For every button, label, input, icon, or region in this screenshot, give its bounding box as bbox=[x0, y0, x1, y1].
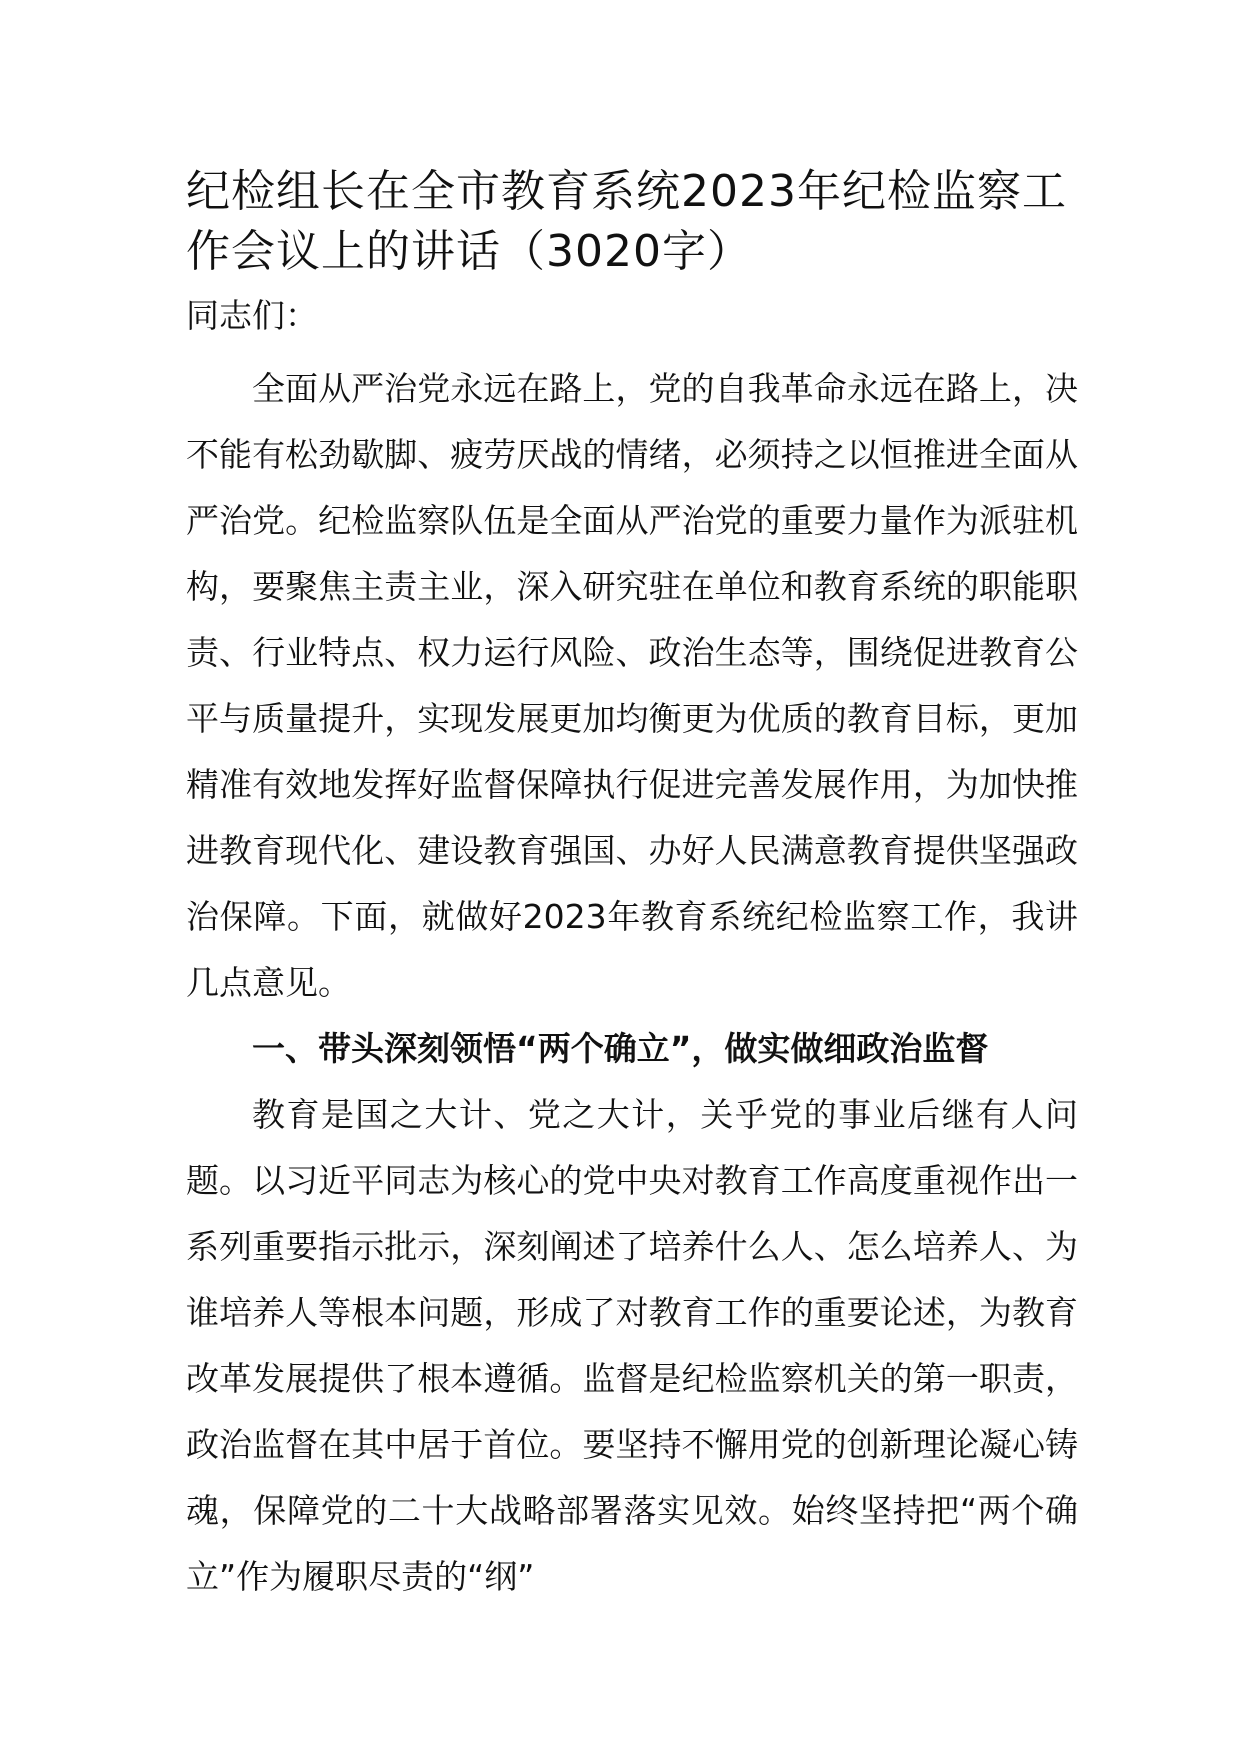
greeting: 同志们： bbox=[186, 296, 318, 335]
document-body bbox=[186, 162, 1078, 1610]
document-title: 纪检组长在全市教育系统2023年纪检监察工作会议上的讲话（3020字） bbox=[186, 166, 1067, 277]
section-1-paragraph: 教育是国之大计、党之大计，关乎党的事业后继有人问题。以习近平同志为核心的党中央对教育工作高度重视作出一系列重要指示批示，深刻阐述了培养什么人、怎么培养人、为谁培养人等根本问题，形成了对教育工作的重要论述，为教育改革发展提供了根本遵循。监督是纪检监察机关的第一职责，政治监督在其中居于首位。要坚持不懈用党的创新理论凝心铸魂，保障党的二十大战略部署落实见效。始终坚持把“两个确立”作为履职尽责的“纲” bbox=[186, 1095, 1078, 1596]
section-heading-1: 一、带头深刻领悟“两个确立”，做实做细政治监督 bbox=[252, 1029, 989, 1068]
intro-paragraph: 全面从严治党永远在路上，党的自我革命永远在路上，决不能有松劲歇脚、疲劳厌战的情绪，必须持之以恒推进全面从严治党。纪检监察队伍是全面从严治党的重要力量作为派驻机构，要聚焦主责主业，深入研究驻在单位和教育系统的职能职责、行业特点、权力运行风险、政治生态等，围绕促进教育公平与质量提升，实现发展更加均衡更为优质的教育目标，更加精准有效地发挥好监督保障执行促进完善发展作用，为加快推进教育现代化、建设教育强国、办好人民满意教育提供坚强政治保障。下面，就做好2023年教育系统纪检监察工作，我讲几点意见。 bbox=[186, 369, 1078, 1002]
